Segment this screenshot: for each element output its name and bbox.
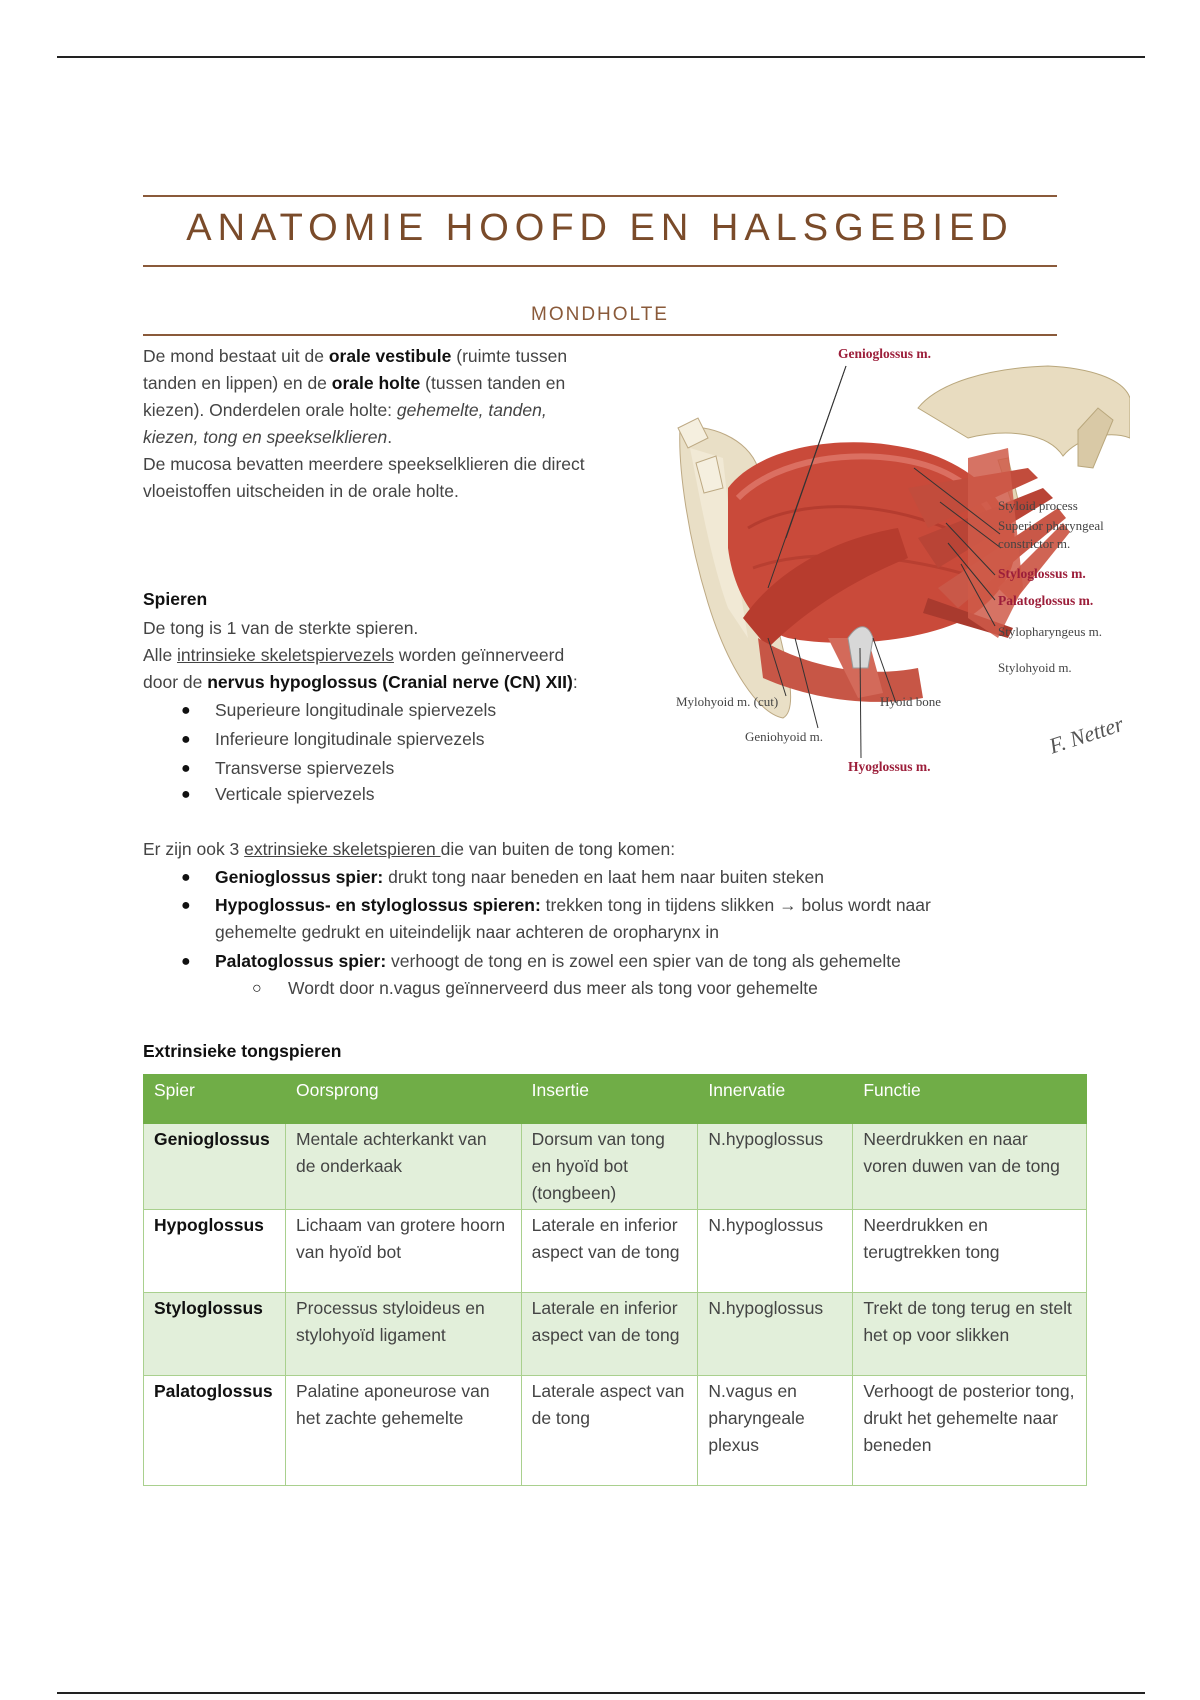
label-hyoid: Hyoid bone — [880, 694, 942, 709]
label-mylohyoid: Mylohyoid m. (cut) — [676, 694, 779, 709]
table-cell: Laterale en inferior aspect van de tong — [521, 1293, 698, 1376]
table-cell: Genioglossus — [144, 1124, 286, 1210]
table-cell: Styloglossus — [144, 1293, 286, 1376]
label-geniohyoid: Geniohyoid m. — [745, 729, 823, 744]
table-caption: Extrinsieke tongspieren — [143, 1041, 342, 1061]
table-cell: N.hypoglossus — [698, 1210, 853, 1293]
label-palatoglossus: Palatoglossus m. — [998, 593, 1094, 608]
intro-line-1: De mond bestaat uit de orale vestibule (ruimte tussen — [143, 346, 568, 366]
table-cell: N.hypoglossus — [698, 1124, 853, 1210]
list-item: ● Transverse spiervezels — [181, 758, 395, 778]
spieren-line-2: Alle intrinsieke skeletspiervezels worden geïnnerveerd — [143, 645, 565, 665]
artist-signature: F. Netter — [1045, 711, 1127, 759]
extrinsic-intro: Er zijn ook 3 extrinsieke skeletspieren die van buiten de tong komen: — [143, 839, 676, 859]
spieren-line-1: De tong is 1 van de sterkte spieren. — [143, 618, 419, 638]
table-row — [144, 1376, 1087, 1486]
col-header: Functie — [853, 1075, 1087, 1124]
label-stylopharyngeus: Stylopharyngeus m. — [998, 624, 1102, 639]
spieren-paragraph — [143, 615, 663, 696]
table-header-row — [144, 1075, 1087, 1124]
list-item: ● Superieure longitudinale spiervezels — [181, 700, 497, 720]
table-cell: Hypoglossus — [144, 1210, 286, 1293]
list-item: ● Inferieure longitudinale spiervezels — [181, 729, 485, 749]
intro-line-6: vloeistoffen uitscheiden in de orale holte. — [143, 481, 459, 501]
intro-line-2: tanden en lippen) en de orale holte (tussen tanden en — [143, 373, 566, 393]
table-cell: Neerdrukken en terugtrekken tong — [853, 1210, 1087, 1293]
page-title: ANATOMIE HOOFD EN HALSGEBIED — [186, 207, 1014, 249]
col-header: Spier — [144, 1075, 286, 1124]
table-cell: Processus styloideus en stylohyoïd ligament — [285, 1293, 521, 1376]
col-header: Insertie — [521, 1075, 698, 1124]
table-cell: Neerdrukken en naar voren duwen van de tong — [853, 1124, 1087, 1210]
label-genioglossus: Genioglossus m. — [838, 346, 932, 361]
table-cell: Laterale en inferior aspect van de tong — [521, 1210, 698, 1293]
table-row — [144, 1293, 1087, 1376]
table-row — [144, 1210, 1087, 1293]
spieren-line-3: door de nervus hypoglossus (Cranial nerve (CN) XII): — [143, 672, 578, 692]
table-cell: Mentale achterkankt van de onderkaak — [285, 1124, 521, 1210]
intro-line-4: kiezen, tong en speekselklieren. — [143, 427, 393, 447]
intro-line-3: kiezen). Onderdelen orale holte: gehemelte, tanden, — [143, 400, 547, 420]
table-cell: Trekt de tong terug en stelt het op voor slikken — [853, 1293, 1087, 1376]
list-item: ● Hypoglossus- en styloglossus spieren: trekken tong in tijdens slikken → bolus wordt naar gehemelte gedrukt en uiteindelijk naar achteren de oropharynx in — [181, 895, 931, 942]
section-rule — [143, 334, 1057, 336]
table-cell: Palatoglossus — [144, 1376, 286, 1486]
top-rule — [57, 56, 1145, 58]
list-item: ● Palatoglossus spier: verhoogt de tong en is zowel een spier van de tong als gehemelte — [181, 951, 901, 971]
col-header: Innervatie — [698, 1075, 853, 1124]
list-item: ● Genioglossus spier: drukt tong naar beneden en laat hem naar buiten steken — [181, 867, 824, 887]
section-heading: MONDHOLTE — [531, 304, 669, 325]
intro-line-5: De mucosa bevatten meerdere speekselklieren die direct — [143, 454, 585, 474]
col-header: Oorsprong — [285, 1075, 521, 1124]
table-cell: Verhoogt de posterior tong, drukt het gehemelte naar beneden — [853, 1376, 1087, 1486]
table-cell: Palatine aponeurose van het zachte gehemelte — [285, 1376, 521, 1486]
table-cell: N.hypoglossus — [698, 1293, 853, 1376]
label-sup-phar-1: Superior pharyngeal — [998, 518, 1104, 533]
table-cell: Dorsum van tong en hyoïd bot (tongbeen) — [521, 1124, 698, 1210]
label-stylohyoid: Stylohyoid m. — [998, 660, 1072, 675]
table-cell: N.vagus en pharyngeale plexus — [698, 1376, 853, 1486]
table-cell: Laterale aspect van de tong — [521, 1376, 698, 1486]
label-sup-phar-2: constrictor m. — [998, 536, 1071, 551]
tongue-muscles-illustration — [668, 338, 1130, 778]
title-box — [143, 195, 1057, 267]
spieren-heading: Spieren — [143, 589, 208, 609]
label-hyoglossus: Hyoglossus m. — [848, 759, 931, 774]
list-item: ● Verticale spiervezels — [181, 784, 375, 804]
tongspieren-table — [143, 1074, 1087, 1486]
intro-paragraph — [143, 343, 663, 505]
sub-list-item: ○ Wordt door n.vagus geïnnerveerd dus meer als tong voor gehemelte — [252, 978, 818, 998]
label-styloid: Styloid process — [998, 498, 1078, 513]
table-row — [144, 1124, 1087, 1210]
table-cell: Lichaam van grotere hoorn van hyoïd bot — [285, 1210, 521, 1293]
bottom-rule — [57, 1692, 1145, 1694]
label-styloglossus: Styloglossus m. — [998, 566, 1086, 581]
